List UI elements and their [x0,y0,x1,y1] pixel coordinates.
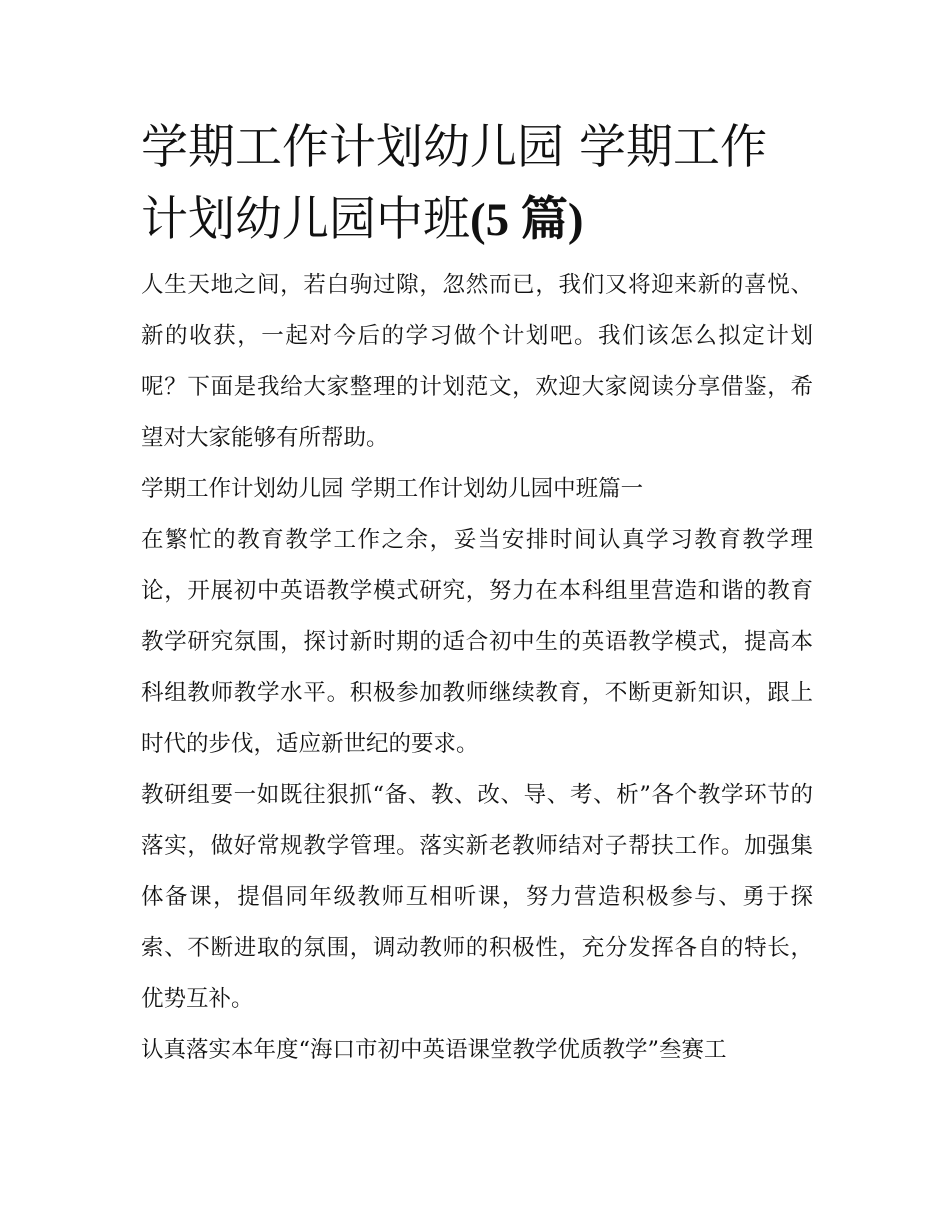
title-suffix: (5 篇) [470,194,584,246]
body-paragraph-1: 在繁忙的教育教学工作之余，妥当安排时间认真学习教育教学理论，开展初中英语教学模式研究，努力在本科组里营造和谐的教育教学研究氛围，探讨新时期的适合初中生的英语教学模式，提高本科组教师教学水平。积极参加教师继续教育，不断更新知识，跟上时代的步伐，适应新世纪的要求。 [141,527,813,757]
title-main: 学期工作计划幼儿园 学期工作计划幼儿园中班 [141,120,767,247]
intro-paragraph: 人生天地之间，若白驹过隙，忽然而已，我们又将迎来新的喜悦、新的收获，一起对今后的学习做个计划吧。我们该怎么拟定计划呢？下面是我给大家整理的计划范文，欢迎大家阅读分享借鉴，希望对大家能够有所帮助。 [141,272,813,451]
body-paragraph-2: 教研组要一如既往狠抓“备、教、改、导、考、析”各个教学环节的落实，做好常规教学管理。落实新老教师结对子帮扶工作。加强集体备课，提倡同年级教师互相听课，努力营造积极参与、勇于探索、不断进取的氛围，调动教师的积极性，充分发挥各自的特长，优势互补。 [141,782,813,1012]
section-heading: 学期工作计划幼儿园 学期工作计划幼儿园中班篇一 [141,476,644,502]
body-paragraph-3: 认真落实本年度“海口市初中英语课堂教学优质教学”叁赛工 [141,1037,727,1063]
document-body [141,112,813,1076]
document-title [141,112,813,256]
